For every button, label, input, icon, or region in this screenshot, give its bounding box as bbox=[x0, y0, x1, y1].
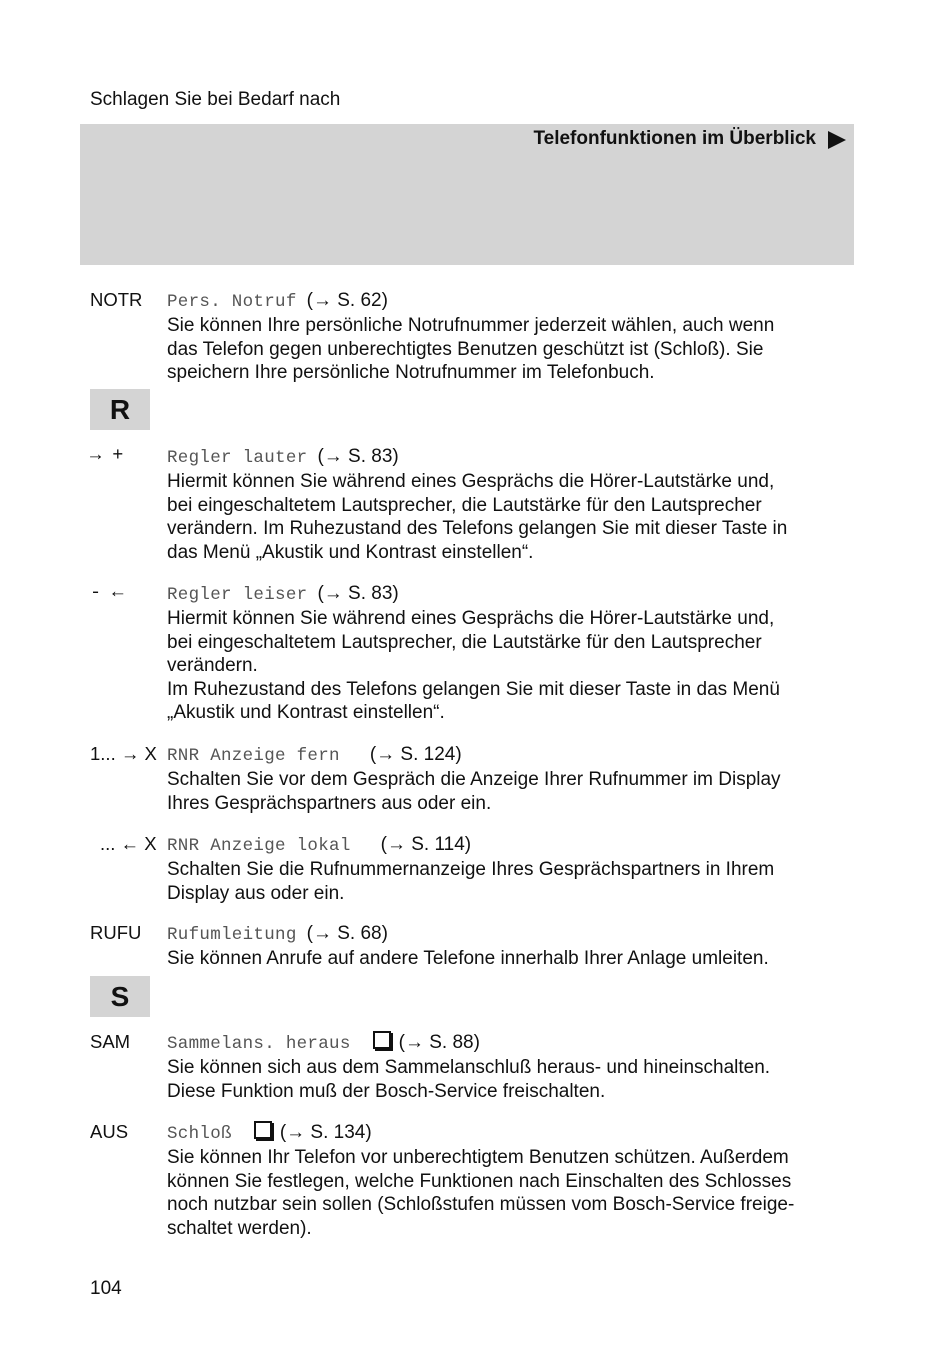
function-name: Rufumleitung bbox=[167, 925, 297, 945]
page-reference: (→ S. 83) bbox=[317, 583, 399, 604]
page-reference: (→ S. 134) bbox=[279, 1122, 372, 1143]
entry-description: Schalten Sie die Rufnummernanzeige Ihres Gesprächspartners in Ihrem Display aus oder ein. bbox=[167, 859, 775, 904]
entry-description: Hiermit können Sie während eines Gesprächs die Hörer-Lautstärke und, bei eingeschaltetem Lautsprecher, die Lautstärke für den Lautsprecher verändern. Im Ruhezustand des Telefons gelangen Sie mit dieser Taste in das Menü „Akustik und Kontrast einstellen“. bbox=[167, 471, 788, 563]
lock-key-icon bbox=[373, 1031, 391, 1049]
lock-key-icon bbox=[254, 1121, 272, 1139]
entry-key: - ← bbox=[90, 582, 124, 603]
entry-description: Sie können Anrufe auf andere Telefone innerhalb Ihrer Anlage umleiten. bbox=[167, 948, 769, 970]
function-name: RNR Anzeige fern bbox=[167, 746, 340, 766]
page-number: 104 bbox=[90, 1278, 122, 1299]
entry-description: Hiermit können Sie während eines Gesprächs die Hörer-Lautstärke und, bei eingeschaltetem Lautsprecher, die Lautstärke für den Lautsprecher verändern. Im Ruhezustand des Telefons gelangen Sie mit dieser Taste in das Menü „Akustik und Kontrast einstellen“. bbox=[167, 608, 780, 724]
page-reference: (→ S. 62) bbox=[306, 290, 388, 311]
function-name: Sammelans. heraus bbox=[167, 1034, 351, 1054]
function-name: RNR Anzeige lokal bbox=[167, 836, 351, 856]
entry-key: NOTR bbox=[90, 289, 143, 310]
entry-key: SAM bbox=[90, 1031, 131, 1052]
function-name: Regler leiser bbox=[167, 585, 308, 605]
play-arrow-icon bbox=[828, 131, 846, 149]
entry-description: Sie können Ihre persönliche Notrufnummer jederzeit wählen, auch wenn das Telefon gegen unberechtigtes Benutzen geschützt ist (Schloß). Sie speichern Ihre persönliche Notrufnummer im Telefonbuch. bbox=[167, 315, 775, 384]
banner-title: Telefonfunktionen im Überblick bbox=[533, 128, 816, 149]
page-reference: (→ S. 88) bbox=[398, 1032, 480, 1053]
function-name: Pers. Notruf bbox=[167, 292, 297, 312]
entry-key: ... ← X bbox=[100, 833, 157, 854]
entry-description: Schalten Sie vor dem Gespräch die Anzeige Ihrer Rufnummer im Display Ihres Gesprächspartners aus oder ein. bbox=[167, 769, 781, 814]
entry-description: Sie können Ihr Telefon vor unberechtigtem Benutzen schützen. Außerdem können Sie festlegen, welche Funktionen nach Einschalten des Schlosses noch nutzbar sein sollen (Schloßstufen müssen vom Bosch-Service freige- schaltet werden). bbox=[167, 1147, 795, 1239]
entry-key: 1... → X bbox=[90, 743, 157, 764]
section-letter-r: R bbox=[90, 389, 150, 430]
function-name: Regler lauter bbox=[167, 448, 308, 468]
page-reference: (→ S. 124) bbox=[369, 744, 462, 765]
section-letter-s: S bbox=[90, 976, 150, 1017]
page-reference: (→ S. 83) bbox=[317, 446, 399, 467]
entry-key: AUS bbox=[90, 1121, 129, 1142]
function-name: Schloß bbox=[167, 1124, 232, 1144]
page-reference: (→ S. 114) bbox=[380, 834, 472, 855]
section-banner bbox=[80, 124, 854, 265]
entry-description: Sie können sich aus dem Sammelanschluß heraus- und hineinschalten. Diese Funktion muß der Bosch-Service freischalten. bbox=[167, 1057, 771, 1102]
page-header: Schlagen Sie bei Bedarf nach bbox=[90, 89, 341, 110]
entry-key: RUFU bbox=[90, 922, 142, 943]
entry-key: → + bbox=[90, 445, 124, 466]
page-reference: (→ S. 68) bbox=[306, 923, 388, 944]
